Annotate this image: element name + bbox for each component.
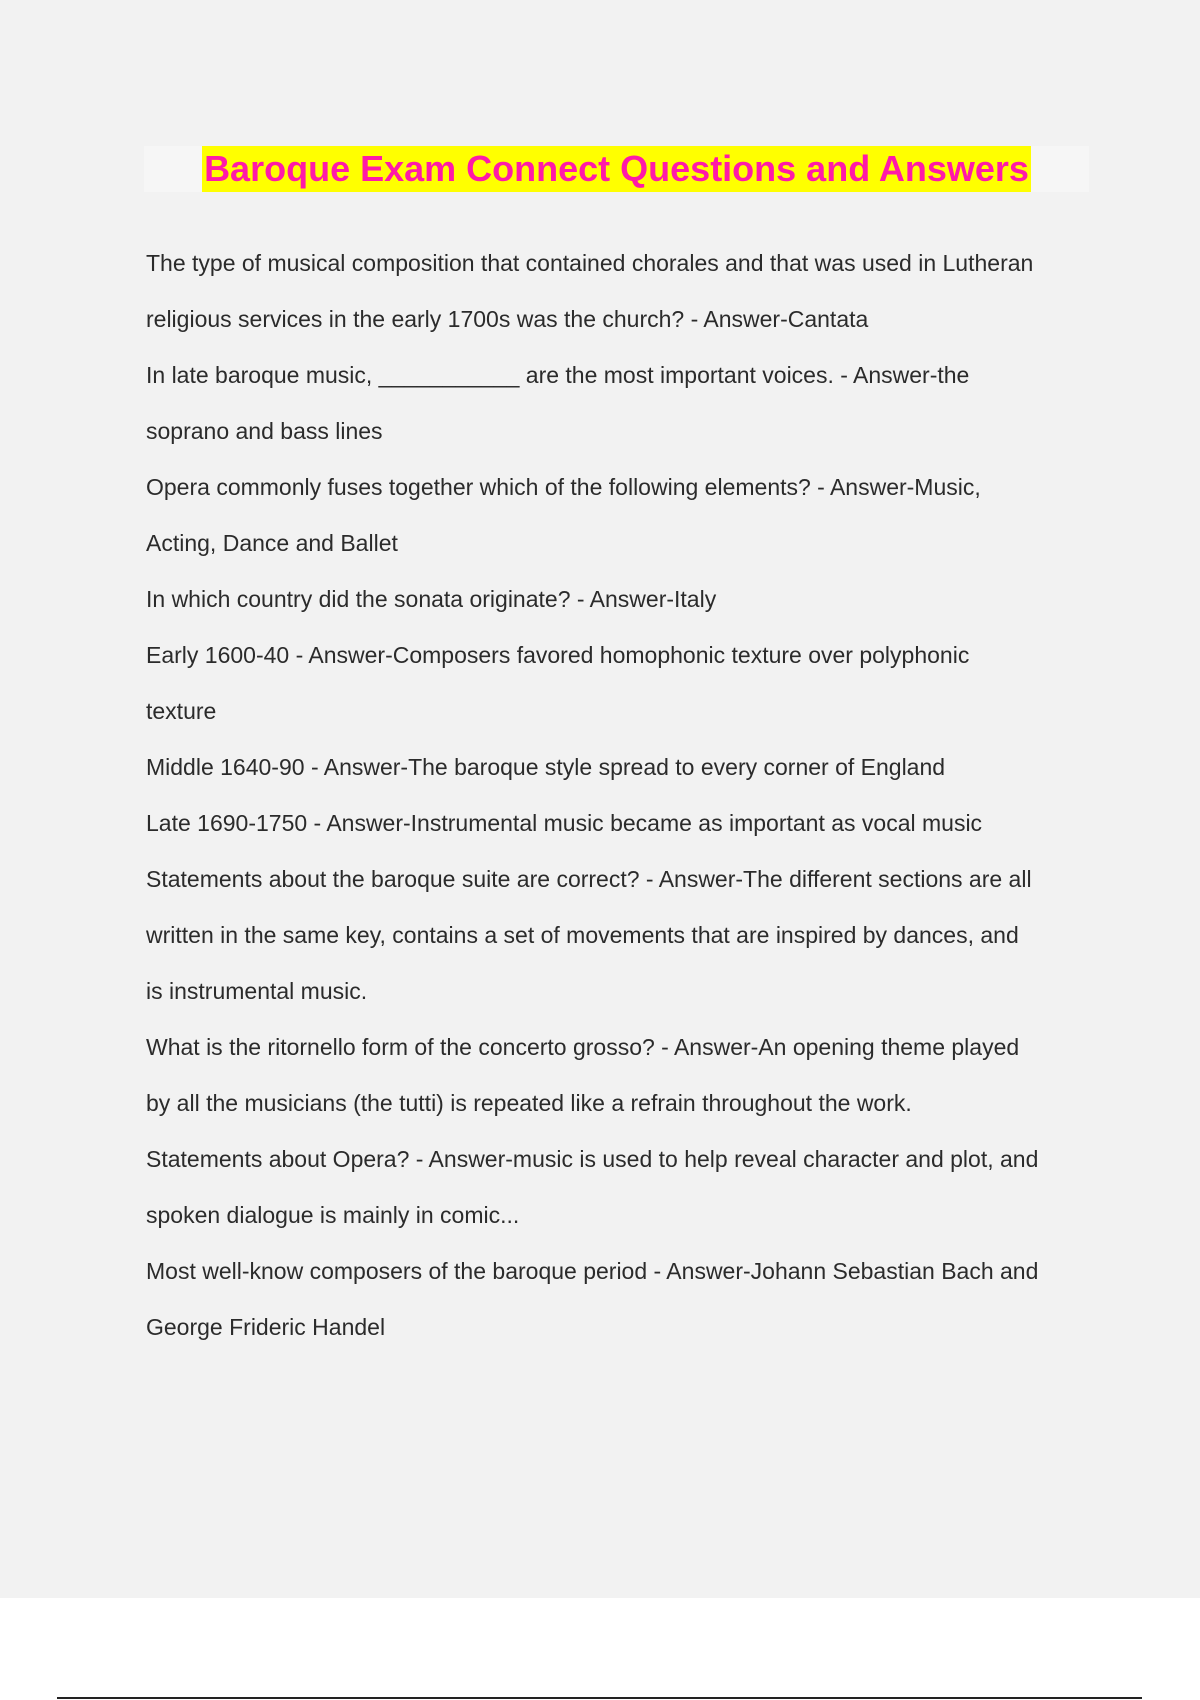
text-line: In late baroque music, ___________ are the most important voices. - Answer-the	[146, 362, 970, 388]
text-line: Middle 1640-90 - Answer-The baroque style spread to every corner of England	[146, 754, 946, 780]
text-line: The type of musical composition that contained chorales and that was used in Lutheran	[146, 250, 1034, 276]
text-line: religious services in the early 1700s was the church? - Answer-Cantata	[146, 306, 869, 332]
text-line: Statements about the baroque suite are correct? - Answer-The different sections are all	[146, 866, 1032, 892]
text-line: In which country did the sonata originate? - Answer-Italy	[146, 586, 717, 612]
text-line: spoken dialogue is mainly in comic...	[146, 1202, 520, 1228]
text-line: Statements about Opera? - Answer-music is used to help reveal character and plot, and	[146, 1146, 1039, 1172]
text-line: texture	[146, 698, 217, 724]
title-block	[144, 146, 1089, 192]
text-line: What is the ritornello form of the concerto grosso? - Answer-An opening theme played	[146, 1034, 1020, 1060]
text-line: Opera commonly fuses together which of the following elements? - Answer-Music,	[146, 474, 981, 500]
text-line: Late 1690-1750 - Answer-Instrumental music became as important as vocal music	[146, 810, 983, 836]
text-line: by all the musicians (the tutti) is repeated like a refrain throughout the work.	[146, 1090, 912, 1116]
text-line: soprano and bass lines	[146, 418, 383, 444]
qa-content	[146, 235, 1096, 1355]
text-line: is instrumental music.	[146, 978, 368, 1004]
text-line: Early 1600-40 - Answer-Composers favored homophonic texture over polyphonic	[146, 642, 970, 668]
text-line: Acting, Dance and Ballet	[146, 530, 398, 556]
text-line: George Frideric Handel	[146, 1314, 386, 1340]
text-line: Most well-know composers of the baroque period - Answer-Johann Sebastian Bach and	[146, 1258, 1039, 1284]
document-title: Baroque Exam Connect Questions and Answers	[202, 146, 1031, 192]
footer-rule	[57, 1697, 1142, 1699]
text-line: written in the same key, contains a set of movements that are inspired by dances, and	[146, 922, 1019, 948]
